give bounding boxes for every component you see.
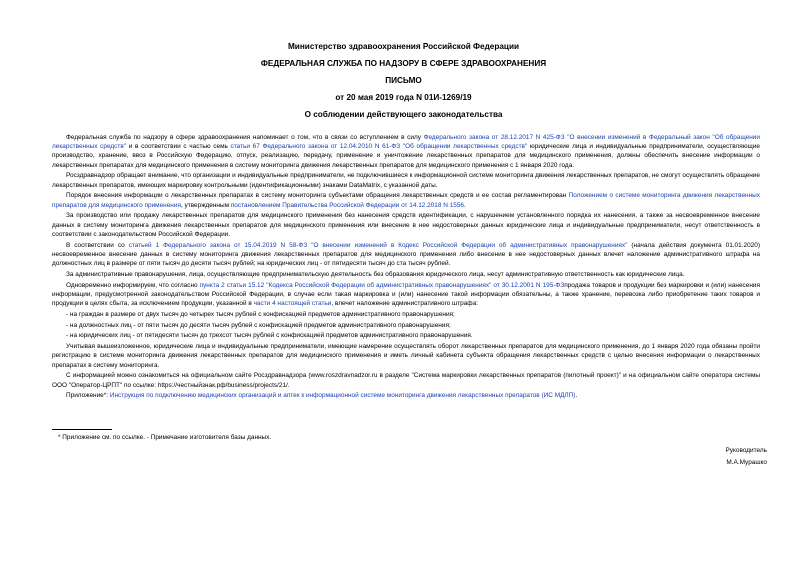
paragraph-3-text: Порядок внесения информации о лекарственных препаратах в систему мониторинга субъектами обращения лекарственных средств и ее состав регламентирован [66,192,569,200]
article-67-link[interactable]: статьи 67 Федерального закона от 12.04.2010 N 61-ФЗ "Об обращении лекарственных средств" [230,143,528,151]
paragraph-1-text-b: и в соответствии с частью семь [126,143,231,151]
paragraph-1-text: Федеральная служба по надзору в сфере здравоохранения напоминает о том, что в связи со вступлением в силу [66,134,424,141]
paragraph-5-text: В соответствии со [66,241,129,249]
government-decree-1556-link[interactable]: постановлением Правительства Российской Федерации от 14.12.2018 N 1556 [230,201,465,209]
instruction-link[interactable]: Инструкция по подключению медицинских организаций и аптек к информационной системе мониторинга движения лекарственных препаратов (ИС МДЛП) [109,392,576,400]
footnote-divider [52,429,112,430]
paragraph-7-text: Одновременно информируем, что согласно [66,281,200,289]
list-item: - на должностных лиц - от пяти тысяч до десяти тысяч рублей с конфискацией предметов административного правонарушения; [66,321,451,329]
paragraph-8: Учитывая вышеизложенное, юридические лица и индивидуальные предприниматели, имеющие намерение осуществлять оборот лекарственных препаратов для медицинского применения, до 1 января 2020 года обязаны пройти регистрацию в системе мониторинга движения лекарственных препаратов для медицинского применения и иметь личный кабинета субъекта обращения лекарственных средств с целью внесения информации о лекарственных препаратах в систему мониторинга. [52,343,760,369]
paragraph-9: С информацией можно ознакомиться на официальном сайте Росздравнадзора (www.roszdravnadzor.ru в разделе "Система маркировки лекарственных препаратов (пилотный проект)" и на официальном сайте оператора системы ООО "Оператор-ЦРПТ" по ссылке: https://честныйзнак.рф/business/projects/21/. [52,372,760,389]
part-4-link[interactable]: части 4 настоящей статьи [253,300,332,308]
doc-date-number: от 20 мая 2019 года N 01И-1269/19 [335,93,472,102]
paragraph-3-text-b: , утвержденным [180,201,231,209]
signature-name: М.А.Мурашко [726,459,767,466]
list-item: - на граждан в размере от двух тысяч до четырех тысяч рублей с конфискацией предметов административного правонарушения; [66,310,455,318]
paragraph-5 [52,241,760,269]
appendix-label: Приложение*: [66,392,110,400]
signature-position: Руководитель [725,447,767,454]
footnote: * Приложение см. по ссылке. - Примечание изготовителя базы данных. [58,434,272,441]
paragraph-5-text-b: (начала действия документа 01.01.2020) несвоевременное внесение данных в систему мониторинга движения лекарственных препаратов для медицинского применения либо внесение в нее недостоверных данных влечет наложение административного штрафа на должностных лиц в размере от пяти тысяч до десяти тысяч рублей; на юридических лиц - от пятидесяти тысяч до ста тысяч рублей. [52,241,760,268]
paragraph-3 [52,191,760,209]
ministry-heading: Министерство здравоохранения Российской Федерации [287,42,520,51]
paragraph-1 [52,133,760,170]
paragraph-7-text-c: , влечет наложение административного штрафа: [331,300,478,308]
paragraph-1-text-c: юридические лица и индивидуальные предприниматели, осуществляющие производство, хранение, ввоз в Российскую Федерацию, отпуск, реализацию, передачу, применение и уничтожение лекарственных препаратов для медицинского применения, должны обеспечить внесение информации о лекарственных препаратах для медицинского применения в систему мониторинга движения лекарственных препаратов для медицинского применения с 1 января 2020 года. [52,143,761,169]
law-425-link[interactable]: Федерального закона от 28.12.2017 N 425-ФЗ "О внесении изменений в Федеральный закон "Об обращении лекарственных средств" [52,134,761,151]
paragraph-7 [52,281,760,309]
list-item: - на юридических лиц - от пятидесяти тысяч до трехсот тысяч рублей с конфискацией предметов административного правонарушения. [66,332,473,340]
paragraph-10 [52,391,760,400]
koap-15-12-link[interactable]: пункта 2 статьи 15.12 "Кодекса Российской Федерации об административных правонарушениях" от 30.12.2001 N 195-ФЗ [199,281,565,289]
paragraph-3-text-c: . [464,201,466,209]
law-58-link[interactable]: статьей 1 Федерального закона от 15.04.2019 N 58-ФЗ "О внесении изменений в Кодекс Российской Федерации об административных правонарушениях" [128,241,628,249]
letter-body [52,133,760,402]
doc-subject: О соблюдении действующего законодательства [304,110,503,119]
paragraph-10-end: . [575,392,578,400]
paragraph-4: За производство или продажу лекарственных препаратов для медицинского применения без нанесения средств идентификации, с нарушением установленного порядка их нанесения, а также за несвоевременное внесение данных в систему мониторинга движения лекарственных препаратов для медицинского применения или внесение в нее недостоверных данных юридические лица и индивидуальные предприниматели, несут ответственность в соответствии с законодательством Российской Федерации. [52,212,760,238]
service-heading: ФЕДЕРАЛЬНАЯ СЛУЖБА ПО НАДЗОРУ В СФЕРЕ ЗДРАВООХРАНЕНИЯ [260,59,547,68]
doc-type-heading: ПИСЬМО [385,76,422,85]
paragraph-7-text-b: продажа товаров и продукции без маркировки и (или) нанесения информации, предусмотренной законодательством Российской Федерации, в случае если такая маркировка и (или) нанесение такой информации обязательны, а также хранение, перевозка либо приобретение таких товаров и продукции в целях сбыта, за исключением продукции, указанной в [52,281,760,308]
monitoring-regulation-link[interactable]: Положением о системе мониторинга движения лекарственных препаратов для медицинского применения [52,192,760,209]
paragraph-6: За административные правонарушения, лица, осуществляющие предпринимательскую деятельность без образования юридического лица, несут административную ответственность как юридические лица. [66,270,685,278]
paragraph-2: Росздравнадзор обращает внимание, что организации и индивидуальные предприниматели, не подключившиеся к информационной системе мониторинга движения лекарственных препаратов, не смогут осуществлять обращение лекарственных препаратов, имеющих маркировку контрольными (идентификационными) знаками DataMatrix, с указанной даты. [52,172,760,189]
